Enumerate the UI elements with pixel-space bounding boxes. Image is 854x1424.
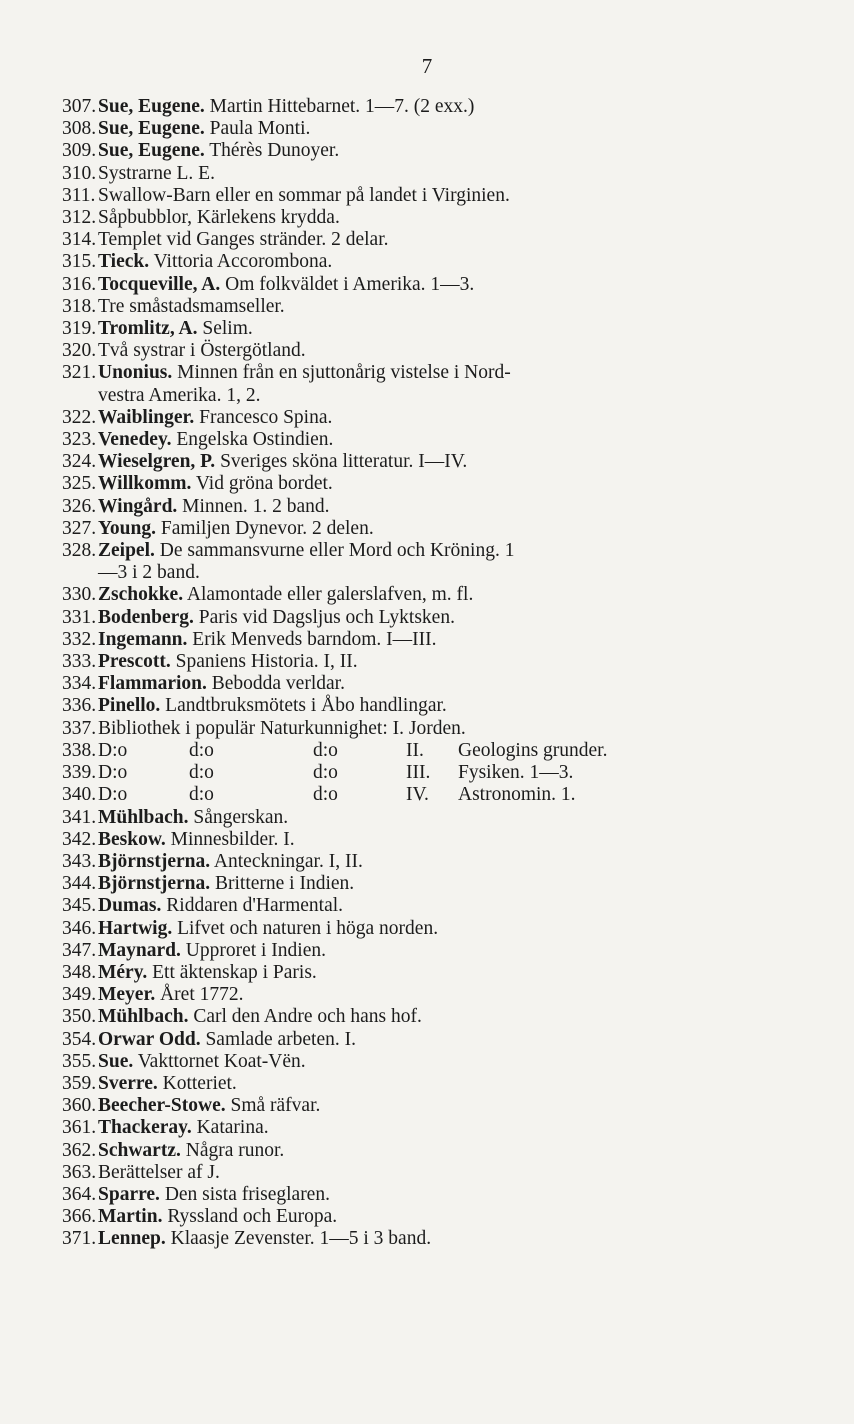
ditto-cell: Fysiken. 1—3.: [458, 762, 574, 784]
entry-author: Schwartz.: [98, 1139, 181, 1161]
entry-title: De sammansvurne eller Mord och Kröning. 1: [159, 540, 515, 562]
entry-title: Francesco Spina.: [199, 406, 333, 428]
entry-body: [98, 429, 792, 451]
catalog-entry: [62, 718, 792, 740]
ditto-cell: D:o: [98, 739, 128, 761]
entry-title: Martin Hittebarnet. 1—7. (2 exx.): [209, 96, 475, 117]
entry-title: Landtbruksmötets i Åbo handlingar.: [165, 695, 447, 717]
entry-body: [98, 518, 792, 540]
entry-number: 324.: [62, 451, 97, 473]
entry-title-continued: vestra Amerika. 1, 2.: [98, 384, 261, 406]
catalog-entry: [62, 673, 792, 695]
catalog-entry: [62, 1006, 792, 1028]
entry-author: Beskow.: [98, 828, 166, 850]
entry-body: [98, 607, 792, 629]
entry-title: Ett äktenskap i Paris.: [152, 961, 317, 983]
entry-title: Vid gröna bordet.: [195, 473, 333, 495]
entry-title: Om folkväldet i Amerika. 1—3.: [225, 273, 475, 295]
catalog-entry: [62, 1051, 792, 1073]
entry-body: [98, 829, 792, 851]
entry-number: 350.: [62, 1006, 97, 1028]
entry-body: [98, 362, 792, 406]
entry-title: Bibliothek i populär Naturkunnighet: I. Jorden.: [98, 717, 466, 739]
ditto-cell: d:o: [189, 739, 214, 761]
entry-number: 343.: [62, 850, 97, 872]
entry-number: 339.: [62, 762, 97, 784]
catalog-entry: [62, 607, 792, 629]
entry-title: Spaniens Historia. I, II.: [175, 651, 358, 673]
entry-author: Waiblinger.: [98, 406, 195, 428]
entry-author: Bodenberg.: [98, 606, 194, 628]
ditto-cell: IV.: [406, 784, 429, 806]
entry-number: 363.: [62, 1161, 97, 1183]
catalog-entry: [62, 1029, 792, 1051]
catalog-entry: [62, 318, 792, 340]
catalog-entry: [62, 962, 792, 984]
catalog-entry: [62, 1140, 792, 1162]
entry-title: Erik Menveds barndom. I—III.: [192, 628, 437, 650]
entry-body: [98, 984, 792, 1006]
entry-body: [98, 718, 792, 740]
catalog-entry: [62, 362, 792, 406]
entry-number: 337.: [62, 717, 97, 739]
entry-number: 360.: [62, 1095, 97, 1117]
catalog-entry: [62, 873, 792, 895]
catalog-entry: [62, 784, 792, 806]
ditto-cell: d:o: [313, 739, 338, 761]
entry-title: Anteckningar. I, II.: [213, 850, 363, 872]
entry-title: Britterne i Indien.: [214, 873, 355, 895]
entry-number: 338.: [62, 739, 97, 761]
catalog-entry: [62, 1073, 792, 1095]
entry-title-continued: —3 i 2 band.: [98, 562, 200, 584]
entry-number: 354.: [62, 1028, 97, 1050]
entry-body: [98, 1051, 792, 1073]
entry-title: Året 1772.: [160, 984, 244, 1006]
entry-number: 349.: [62, 984, 97, 1006]
catalog-entry: [62, 140, 792, 162]
entry-author: Flammarion.: [98, 673, 207, 695]
entry-author: Sparre.: [98, 1183, 160, 1205]
ditto-row: [98, 762, 792, 784]
entry-title: Vakttornet Koat-Vën.: [137, 1050, 306, 1072]
entry-title: Klaasje Zevenster. 1—5 i 3 band.: [170, 1228, 432, 1250]
entry-number: 310.: [62, 162, 97, 184]
entry-body: [98, 762, 792, 784]
entry-number: 345.: [62, 895, 97, 917]
ditto-cell: d:o: [313, 784, 338, 806]
entry-body: [98, 873, 792, 895]
ditto-row: [98, 740, 792, 762]
entry-author: Lennep.: [98, 1228, 166, 1250]
catalog-entry: [62, 429, 792, 451]
entry-author: Meyer.: [98, 984, 156, 1006]
catalog-entry: [62, 740, 792, 762]
catalog-entry: [62, 829, 792, 851]
catalog-entry: [62, 1095, 792, 1117]
entry-title: Selim.: [202, 318, 253, 340]
entry-body: [98, 1029, 792, 1051]
catalog-entry: [62, 540, 792, 584]
catalog-entry: [62, 1206, 792, 1228]
catalog-entry: [62, 651, 792, 673]
entry-body: [98, 473, 792, 495]
entry-number: 322.: [62, 406, 97, 428]
catalog-entry: [62, 251, 792, 273]
ditto-cell: d:o: [189, 784, 214, 806]
entry-number: 348.: [62, 961, 97, 983]
entry-body: [98, 651, 792, 673]
entry-number: 314.: [62, 229, 97, 251]
catalog-entry: [62, 407, 792, 429]
entry-number: 307.: [62, 96, 97, 117]
entry-number: 364.: [62, 1183, 97, 1205]
entry-number: 330.: [62, 584, 97, 606]
catalog-entry: [62, 1184, 792, 1206]
catalog-entry: [62, 451, 792, 473]
ditto-cell: II.: [406, 739, 424, 761]
entry-title: Paula Monti.: [209, 118, 311, 140]
entry-title: Små räfvar.: [230, 1095, 321, 1117]
entry-body: [98, 695, 792, 717]
entry-author: Unonius.: [98, 362, 173, 384]
entry-author: Willkomm.: [98, 473, 192, 495]
entry-body: [98, 274, 792, 296]
entry-number: 362.: [62, 1139, 97, 1161]
entry-author: Zeipel.: [98, 540, 155, 562]
entry-body: [98, 962, 792, 984]
entry-title: Två systrar i Östergötland.: [98, 340, 306, 362]
entry-author: Thackeray.: [98, 1117, 192, 1139]
entry-number: 336.: [62, 695, 97, 717]
entry-body: [98, 118, 792, 140]
entry-title: Lifvet och naturen i höga norden.: [177, 917, 439, 939]
ditto-cell: III.: [406, 762, 431, 784]
entry-body: [98, 851, 792, 873]
catalog-entry: [62, 807, 792, 829]
entry-number: 309.: [62, 140, 97, 162]
catalog-entry: [62, 296, 792, 318]
catalog-entry: [62, 695, 792, 717]
entry-body: [98, 140, 792, 162]
entry-body: [98, 1006, 792, 1028]
entry-title: Minnesbilder. I.: [170, 828, 295, 850]
entry-author: Björnstjerna.: [98, 873, 211, 895]
catalog-entry: [62, 984, 792, 1006]
entry-title: Familjen Dynevor. 2 delen.: [160, 517, 374, 539]
entry-number: 311.: [62, 184, 96, 206]
entry-body: [98, 163, 792, 185]
entry-body: [98, 318, 792, 340]
entry-number: 325.: [62, 473, 97, 495]
entry-body: [98, 918, 792, 940]
entry-number: 334.: [62, 673, 97, 695]
entry-body: [98, 96, 792, 118]
ditto-cell: d:o: [189, 762, 214, 784]
entry-number: 320.: [62, 340, 97, 362]
entry-title: Minnen. 1. 2 band.: [182, 495, 330, 517]
entry-author: Ingemann.: [98, 628, 188, 650]
entry-number: 312.: [62, 207, 97, 229]
entry-author: Sue, Eugene.: [98, 140, 205, 162]
entry-author: Wieselgren, P.: [98, 451, 216, 473]
entry-body: [98, 1140, 792, 1162]
entry-number: 328.: [62, 540, 97, 562]
entry-body: [98, 207, 792, 229]
entry-body: [98, 1228, 792, 1250]
entry-body: [98, 1206, 792, 1228]
entry-number: 344.: [62, 873, 97, 895]
entry-body: [98, 629, 792, 651]
ditto-cell: D:o: [98, 762, 128, 784]
ditto-cell: D:o: [98, 784, 128, 806]
entry-body: [98, 807, 792, 829]
entry-title: Paris vid Dagsljus och Lyktsken.: [198, 606, 455, 628]
entry-number: 355.: [62, 1050, 97, 1072]
entry-number: 318.: [62, 295, 97, 317]
entry-title: Carl den Andre och hans hof.: [193, 1006, 422, 1028]
entry-title: Engelska Ostindien.: [176, 429, 334, 451]
entry-author: Sue.: [98, 1050, 134, 1072]
entry-title: Den sista friseglaren.: [164, 1183, 330, 1205]
entry-body: [98, 673, 792, 695]
entry-title: Katarina.: [196, 1117, 269, 1139]
entry-title: Sveriges sköna litteratur. I—IV.: [220, 451, 468, 473]
entry-number: 332.: [62, 628, 97, 650]
entry-author: Venedey.: [98, 429, 172, 451]
entry-author: Sue, Eugene.: [98, 96, 205, 117]
catalog-list: [62, 96, 792, 1251]
entry-author: Hartwig.: [98, 917, 173, 939]
entry-author: Dumas.: [98, 895, 162, 917]
entry-author: Sverre.: [98, 1072, 158, 1094]
entry-body: [98, 1162, 792, 1184]
entry-author: Orwar Odd.: [98, 1028, 201, 1050]
catalog-entry: [62, 940, 792, 962]
entry-title: Berättelser af J.: [98, 1161, 220, 1183]
entry-body: [98, 1117, 792, 1139]
catalog-entry: [62, 1162, 792, 1184]
entry-number: 359.: [62, 1072, 97, 1094]
entry-title: Samlade arbeten. I.: [205, 1028, 356, 1050]
catalog-entry: [62, 207, 792, 229]
entry-title: Vittoria Accorombona.: [153, 251, 333, 273]
catalog-entry: [62, 118, 792, 140]
entry-author: Mühlbach.: [98, 806, 189, 828]
catalog-entry: [62, 518, 792, 540]
entry-author: Martin.: [98, 1206, 163, 1228]
entry-body: [98, 784, 792, 806]
entry-author: Mühlbach.: [98, 1006, 189, 1028]
catalog-entry: [62, 473, 792, 495]
catalog-entry: [62, 918, 792, 940]
entry-number: 327.: [62, 517, 97, 539]
ditto-cell: d:o: [313, 762, 338, 784]
catalog-entry: [62, 629, 792, 651]
entry-number: 347.: [62, 939, 97, 961]
entry-author: Young.: [98, 517, 156, 539]
entry-body: [98, 895, 792, 917]
entry-author: Tromlitz, A.: [98, 318, 198, 340]
catalog-entry: [62, 851, 792, 873]
catalog-entry: [62, 229, 792, 251]
entry-author: Björnstjerna.: [98, 850, 211, 872]
entry-body: [98, 407, 792, 429]
entry-number: 361.: [62, 1117, 97, 1139]
entry-number: 315.: [62, 251, 97, 273]
catalog-entry: [62, 340, 792, 362]
entry-body: [98, 496, 792, 518]
catalog-entry: [62, 274, 792, 296]
entry-body: [98, 251, 792, 273]
entry-body: [98, 340, 792, 362]
entry-body: [98, 229, 792, 251]
entry-number: 333.: [62, 651, 97, 673]
entry-number: 341.: [62, 806, 97, 828]
entry-title: Alamontade eller galerslafven, m. fl.: [186, 584, 474, 606]
entry-author: Zschokke.: [98, 584, 184, 606]
catalog-entry: [62, 895, 792, 917]
entry-author: Sue, Eugene.: [98, 118, 205, 140]
catalog-entry: [62, 1117, 792, 1139]
entry-title: Tre småstadsmamseller.: [98, 295, 285, 317]
catalog-entry: [62, 185, 792, 207]
catalog-entry: [62, 762, 792, 784]
entry-body: [98, 940, 792, 962]
entry-number: 321.: [62, 362, 97, 384]
entry-number: 371.: [62, 1228, 97, 1250]
entry-body: [98, 1095, 792, 1117]
entry-number: 319.: [62, 318, 97, 340]
entry-body: [98, 740, 792, 762]
entry-number: 331.: [62, 606, 97, 628]
entry-number: 326.: [62, 495, 97, 517]
entry-body: [98, 451, 792, 473]
entry-author: Méry.: [98, 961, 148, 983]
entry-title: Bebodda verldar.: [211, 673, 345, 695]
entry-title: Såpbubblor, Kärlekens krydda.: [98, 207, 340, 229]
entry-title: Riddaren d'Harmental.: [166, 895, 344, 917]
catalog-entry: [62, 163, 792, 185]
ditto-row: [98, 784, 792, 806]
entry-title: Kotteriet.: [162, 1072, 237, 1094]
entry-title: Sångerskan.: [193, 806, 289, 828]
entry-body: [98, 1184, 792, 1206]
entry-title: Templet vid Ganges stränder. 2 delar.: [98, 229, 389, 251]
entry-author: Wingård.: [98, 495, 178, 517]
entry-number: 340.: [62, 784, 97, 806]
catalog-entry: [62, 96, 792, 118]
entry-title: Minnen från en sjuttonårig vistelse i Nord-: [177, 362, 511, 384]
entry-title: Swallow-Barn eller en sommar på landet i Virginien.: [98, 184, 510, 206]
entry-title: Upproret i Indien.: [185, 939, 327, 961]
catalog-entry: [62, 496, 792, 518]
entry-author: Tieck.: [98, 251, 150, 273]
entry-number: 346.: [62, 917, 97, 939]
entry-author: Prescott.: [98, 651, 171, 673]
entry-body: [98, 540, 792, 584]
catalog-entry: [62, 584, 792, 606]
entry-author: Beecher-Stowe.: [98, 1095, 226, 1117]
entry-body: [98, 185, 792, 207]
page-number: 7: [421, 54, 433, 78]
entry-number: 323.: [62, 429, 97, 451]
entry-title: Thérès Dunoyer.: [209, 140, 340, 162]
entry-body: [98, 1073, 792, 1095]
entry-author: Maynard.: [98, 939, 181, 961]
entry-title: Systrarne L. E.: [98, 162, 215, 184]
entry-author: Tocqueville, A.: [98, 273, 221, 295]
ditto-cell: Astronomin. 1.: [458, 784, 576, 806]
entry-title: Ryssland och Europa.: [167, 1206, 338, 1228]
entry-number: 308.: [62, 118, 97, 140]
entry-number: 366.: [62, 1206, 97, 1228]
entry-body: [98, 584, 792, 606]
entry-body: [98, 296, 792, 318]
catalog-entry: [62, 1228, 792, 1250]
entry-number: 316.: [62, 273, 97, 295]
ditto-cell: Geologins grunder.: [458, 739, 608, 761]
entry-title: Några runor.: [185, 1139, 285, 1161]
entry-author: Pinello.: [98, 695, 161, 717]
entry-number: 342.: [62, 828, 97, 850]
